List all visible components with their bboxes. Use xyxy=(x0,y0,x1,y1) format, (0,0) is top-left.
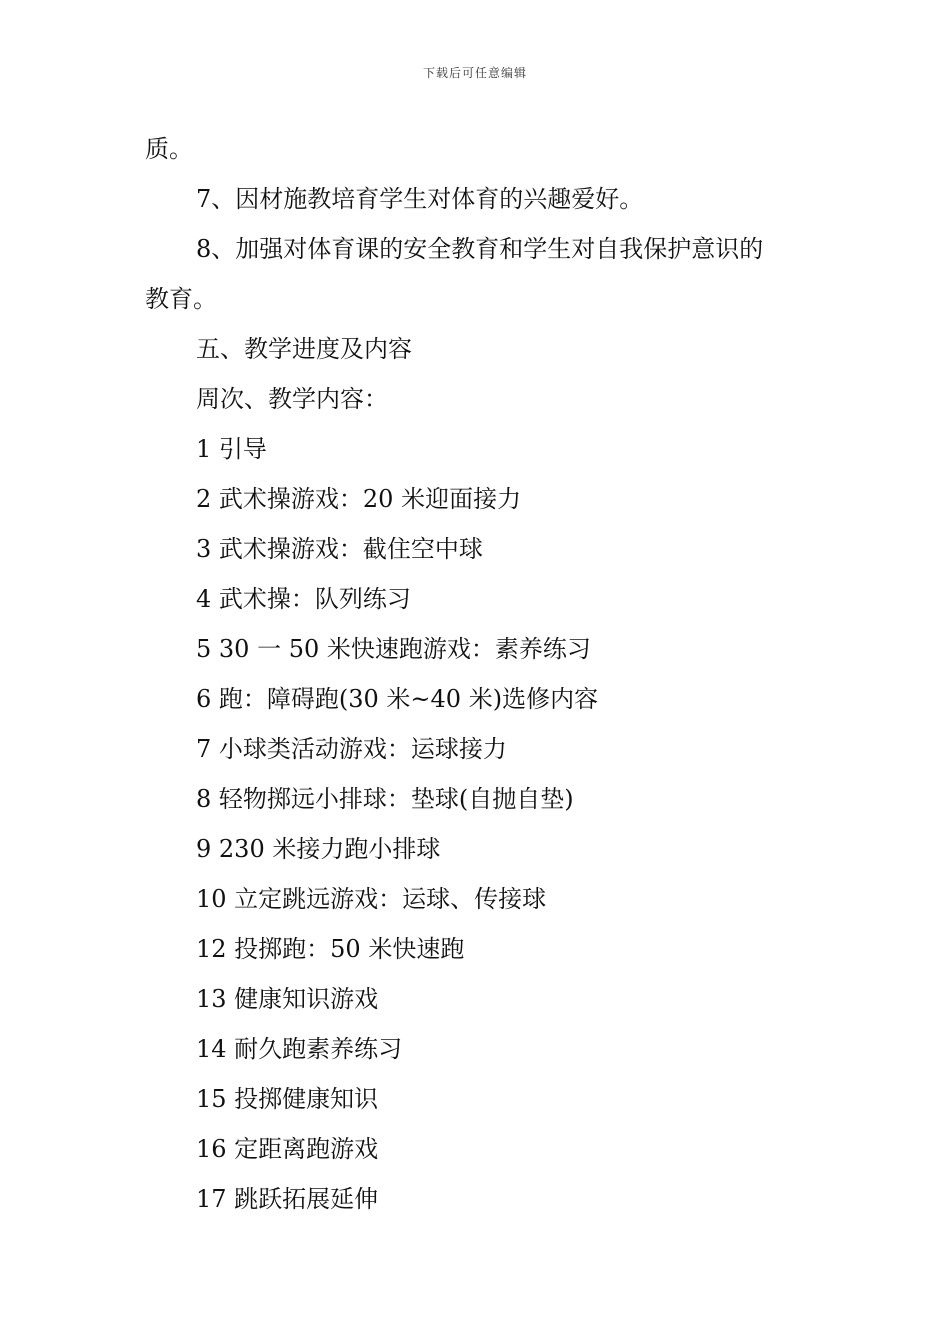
page-header: 下载后可任意编辑 xyxy=(422,66,527,80)
paragraph-item-8: 8、加强对体育课的安全教育和学生对自我保护意识的 xyxy=(196,235,764,263)
schedule-item: 13 健康知识游戏 xyxy=(196,985,379,1013)
schedule-item: 17 跳跃拓展延伸 xyxy=(196,1185,379,1213)
schedule-item: 3 武术操游戏：截住空中球 xyxy=(196,535,483,563)
schedule-item: 15 投掷健康知识 xyxy=(196,1085,379,1113)
schedule-item: 8 轻物掷远小排球：垫球(自抛自垫) xyxy=(196,785,574,813)
schedule-item: 2 武术操游戏：20 米迎面接力 xyxy=(196,485,522,513)
paragraph-continuation: 质。 xyxy=(145,135,193,163)
schedule-item: 9 230 米接力跑小排球 xyxy=(196,835,441,863)
schedule-item: 16 定距离跑游戏 xyxy=(196,1135,379,1163)
schedule-item: 4 武术操：队列练习 xyxy=(196,585,411,613)
paragraph-item-7: 7、因材施教培育学生对体育的兴趣爱好。 xyxy=(196,185,644,213)
schedule-item: 14 耐久跑素养练习 xyxy=(196,1035,403,1063)
schedule-item: 1 引导 xyxy=(196,435,267,463)
paragraph-item-8-continuation: 教育。 xyxy=(145,285,217,313)
schedule-item: 10 立定跳远游戏：运球、传接球 xyxy=(196,885,547,913)
schedule-item: 5 30 一 50 米快速跑游戏：素养练习 xyxy=(196,635,591,663)
schedule-item: 12 投掷跑：50 米快速跑 xyxy=(196,935,465,963)
schedule-item: 6 跑：障碍跑(30 米~40 米)选修内容 xyxy=(196,685,599,713)
schedule-header: 周次、教学内容： xyxy=(196,385,388,413)
section-heading: 五、教学进度及内容 xyxy=(196,335,412,363)
schedule-item: 7 小球类活动游戏：运球接力 xyxy=(196,735,507,763)
